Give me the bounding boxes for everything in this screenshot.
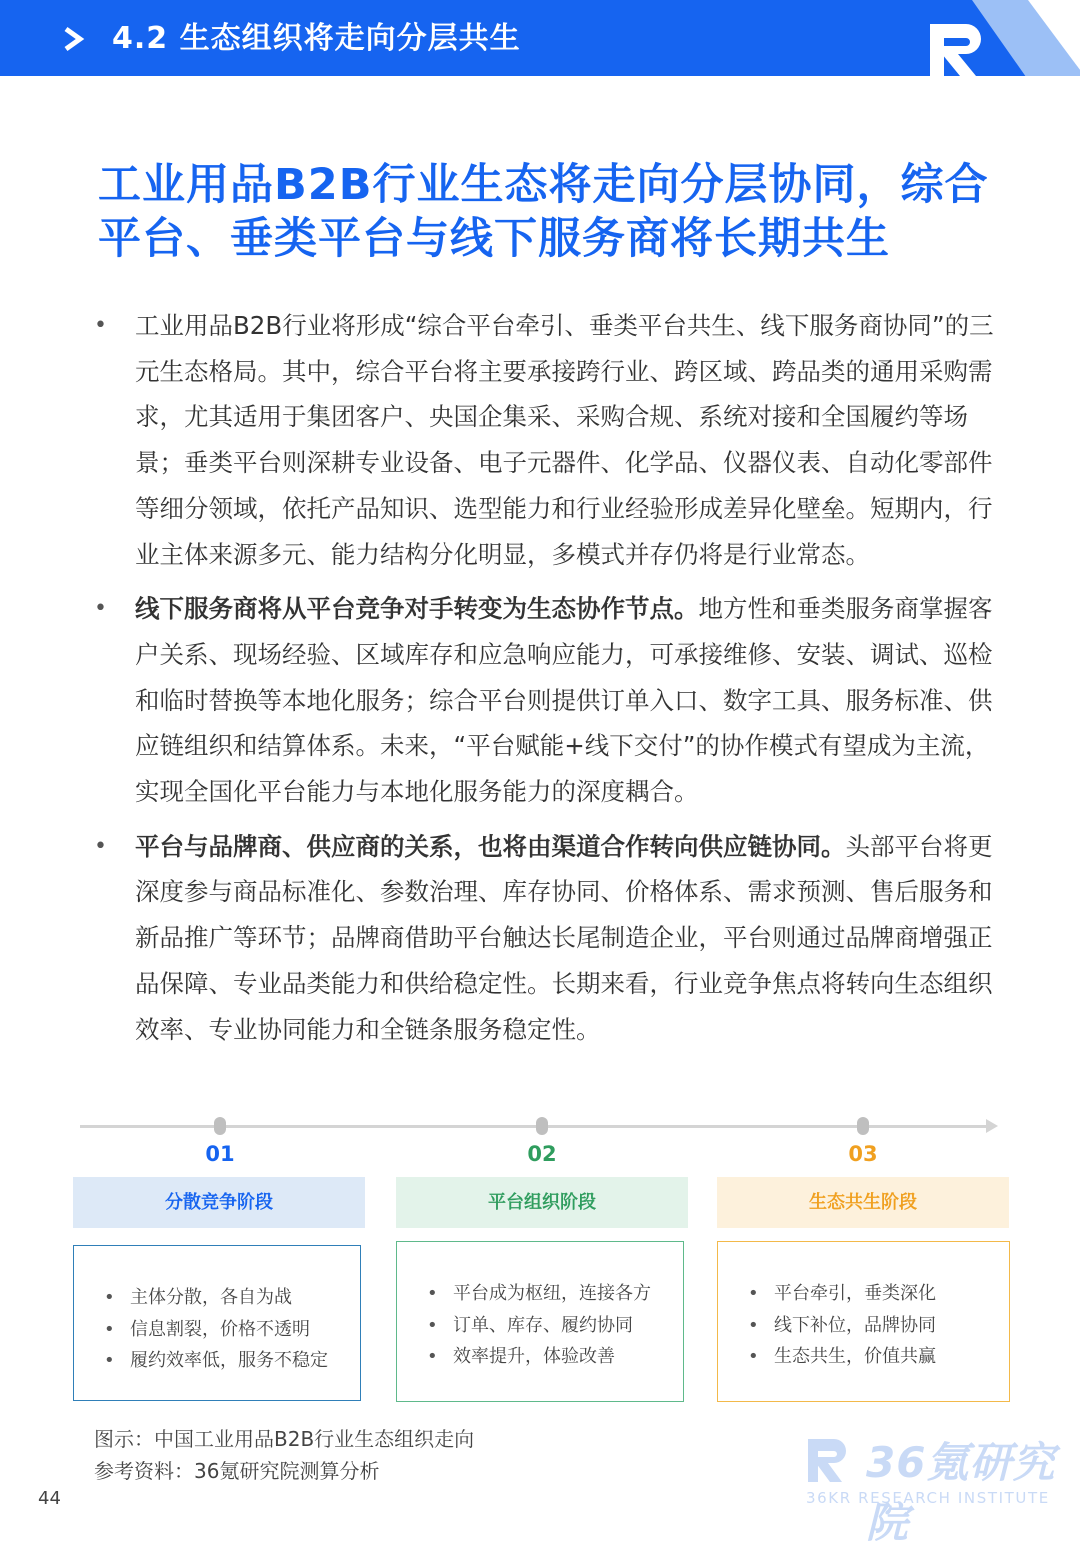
headline-line-2: 平台、垂类平台与线下服务商将长期共生	[98, 214, 890, 264]
page-headline	[98, 158, 998, 266]
stage-title: 生态共生阶段	[717, 1177, 1009, 1228]
bullet-dot: •	[94, 596, 107, 622]
bullet-lead: 平台与品牌商、供应商的关系，也将由渠道合作转向供应链协同。	[135, 831, 846, 861]
headline-line-1: 工业用品B2B行业生态将走向分层协同，综合	[98, 160, 989, 210]
bullet-item	[90, 303, 1000, 577]
36kr-r-logo-icon	[928, 20, 988, 76]
bullet-item	[90, 824, 1000, 1053]
stage-item	[748, 1278, 936, 1310]
stage-item-dot: •	[427, 1314, 438, 1336]
stage-item-dot: •	[104, 1287, 115, 1308]
stage-item	[427, 1341, 651, 1373]
stage-box	[717, 1241, 1010, 1402]
stage-item-list	[104, 1282, 328, 1377]
stage-number: 03	[848, 1142, 878, 1166]
stage-item	[748, 1310, 936, 1342]
bullet-list	[90, 303, 1000, 1061]
stage-item-text: 平台成为枢纽，连接各方	[453, 1283, 651, 1304]
bullet-lead: 线下服务商将从平台竞争对手转变为生态协作节点。	[135, 594, 699, 624]
stage-item-text: 线下补位，品牌协同	[774, 1314, 936, 1336]
stage-item-dot: •	[748, 1346, 759, 1367]
stage-box	[73, 1245, 361, 1401]
stage-item-dot: •	[427, 1346, 438, 1367]
stage-number: 02	[527, 1142, 557, 1166]
stage-item	[427, 1310, 651, 1342]
stage-number: 01	[205, 1142, 235, 1166]
stage-item	[104, 1282, 328, 1314]
stage-item-text: 履约效率低，服务不稳定	[130, 1350, 328, 1371]
stage-item	[104, 1345, 328, 1377]
bullet-dot: •	[94, 313, 107, 338]
stage-box	[396, 1241, 684, 1402]
section-title: 4.2 生态组织将走向分层共生	[112, 21, 521, 56]
stage-item-dot: •	[104, 1318, 115, 1340]
stage-item-text: 效率提升，体验改善	[453, 1346, 615, 1367]
watermark-brand: 36氪研究院	[866, 1438, 1056, 1547]
stage-item-text: 信息割裂，价格不透明	[130, 1318, 310, 1340]
timeline-node	[214, 1117, 226, 1135]
stage-item	[104, 1314, 328, 1346]
stage-item	[427, 1278, 651, 1310]
watermark-english: 36KR RESEARCH INSTITUTE	[806, 1489, 1050, 1507]
bullet-text: 头部平台将更深度参与商品标准化、参数治理、库存协同、价格体系、需求预测、售后服务和新品推广等环节；品牌商借助平台触达长尾制造企业，平台则通过品牌商增强正品保障、专业品类能力和供给稳定性。长期来看，行业竞争焦点将转向生态组织效率、专业协同能力和全链条服务稳定性。	[135, 831, 993, 1044]
stage-item	[748, 1341, 936, 1373]
36kr-r-logo-icon	[806, 1436, 850, 1482]
source-caption: 参考资料：36氪研究院测算分析	[94, 1459, 380, 1483]
bullet-dot: •	[94, 833, 107, 859]
stage-item-dot: •	[748, 1283, 759, 1304]
stage-item-text: 平台牵引，垂类深化	[774, 1283, 936, 1304]
stage-item-text: 主体分散，各自为战	[130, 1287, 292, 1308]
timeline-arrow-icon	[986, 1119, 998, 1133]
stage-title: 平台组织阶段	[396, 1177, 688, 1228]
stage-item-text: 生态共生，价值共赢	[774, 1346, 936, 1367]
stage-title: 分散竞争阶段	[73, 1177, 365, 1228]
bullet-item	[90, 586, 1000, 815]
bullet-text: 工业用品B2B行业将形成“综合平台牵引、垂类平台共生、线下服务商协同”的三元生态格局。其中，综合平台将主要承接跨行业、跨区域、跨品类的通用采购需求，尤其适用于集团客户、央国企集采、采购合规、系统对接和全国履约等场景；垂类平台则深耕专业设备、电子元器件、化学品、仪器仪表、自动化零部件等细分领域，依托产品知识、选型能力和行业经验形成差异化壁垒。短期内，行业主体来源多元、能力结构分化明显，多模式并存仍将是行业常态。	[135, 311, 994, 569]
timeline-node	[857, 1117, 869, 1135]
chevron-right-icon	[62, 26, 88, 52]
stage-item-dot: •	[748, 1314, 759, 1336]
stage-item-dot: •	[104, 1350, 115, 1371]
stage-item-text: 订单、库存、履约协同	[453, 1314, 633, 1336]
section-header	[0, 0, 1080, 76]
stage-item-list	[748, 1278, 936, 1373]
timeline-node	[536, 1117, 548, 1135]
figure-caption: 图示：中国工业用品B2B行业生态组织走向	[94, 1427, 475, 1451]
stage-item-dot: •	[427, 1283, 438, 1304]
page-number: 44	[38, 1488, 61, 1509]
bullet-text: 地方性和垂类服务商掌握客户关系、现场经验、区域库存和应急响应能力，可承接维修、安装、调试、巡检和临时替换等本地化服务；综合平台则提供订单入口、数字工具、服务标准、供应链组织和结算体系。未来，“平台赋能+线下交付”的协作模式有望成为主流，实现全国化平台能力与本地化服务能力的深度耦合。	[135, 594, 993, 807]
stage-item-list	[427, 1278, 651, 1373]
